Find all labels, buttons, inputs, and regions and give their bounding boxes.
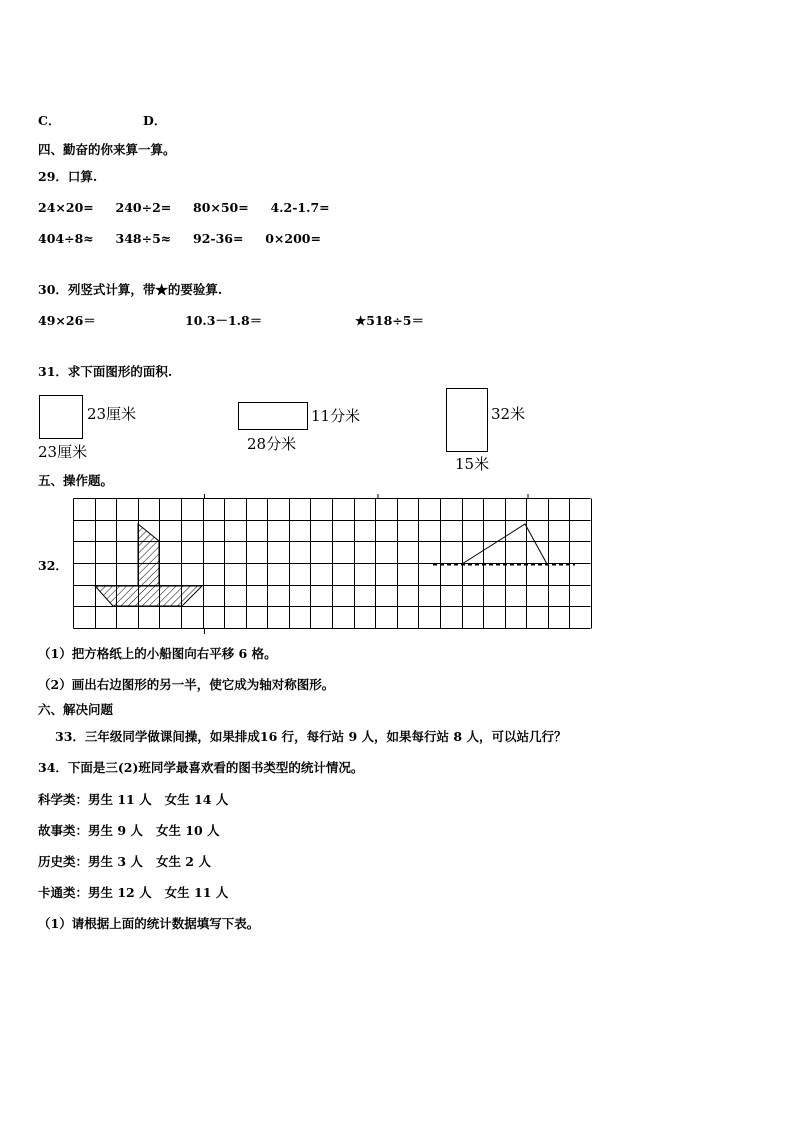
q34-row-cartoon: 卡通类：男生 12 人 女生 11 人	[38, 885, 229, 900]
q34-row-science: 科学类：男生 11 人 女生 14 人	[38, 792, 229, 807]
square-bottom-label: 23厘米	[38, 443, 88, 461]
q30-title: 30．列竖式计算，带★的要验算.	[38, 282, 223, 297]
grid-paper	[73, 498, 591, 632]
section-4-title: 四、勤奋的你来算一算。	[38, 142, 176, 157]
q32-label: 32．	[38, 558, 68, 573]
tall-rectangle-width-label: 15米	[455, 455, 490, 473]
rectangle-length-label: 28分米	[247, 435, 297, 453]
square-shape	[39, 395, 83, 439]
rectangle-shape	[238, 402, 308, 430]
q30-item-1: 49×26＝	[38, 313, 96, 328]
q29-row-1: 24×20= 240÷2= 80×50= 4.2-1.7=	[38, 200, 330, 215]
q31-title: 31．求下面图形的面积.	[38, 364, 173, 379]
option-c: C．	[38, 113, 61, 128]
q30-item-2: 10.3－1.8＝	[185, 313, 263, 328]
q29-row-2: 404÷8≈ 348÷5≈ 92-36= 0×200=	[38, 231, 321, 246]
q32-sub-2: （2）画出右边图形的另一半，使它成为轴对称图形。	[38, 677, 335, 692]
section-6-title: 六、解决问题	[38, 702, 114, 717]
q34-row-story: 故事类：男生 9 人 女生 10 人	[38, 823, 220, 838]
q32-sub-1: （1）把方格纸上的小船图向右平移 6 格。	[38, 646, 277, 661]
rectangle-width-label: 11分米	[311, 407, 361, 425]
option-d: D．	[143, 113, 167, 128]
q34-title: 34．下面是三(2)班同学最喜欢看的图书类型的统计情况。	[38, 760, 364, 775]
boat-hull	[95, 586, 202, 606]
q29-title: 29．口算.	[38, 169, 98, 184]
square-side-label: 23厘米	[87, 405, 137, 423]
q34-sub-1: （1）请根据上面的统计数据填写下表。	[38, 916, 260, 931]
tall-rectangle-length-label: 32米	[491, 405, 526, 423]
symmetric-half-figure	[462, 524, 547, 564]
tall-rectangle-shape	[446, 388, 488, 452]
q34-row-history: 历史类：男生 3 人 女生 2 人	[38, 854, 211, 869]
boat-sail	[138, 524, 159, 586]
q30-item-3: ★518÷5＝	[355, 313, 424, 328]
q33-text: 33．三年级同学做课间操，如果排成16 行，每行站 9 人，如果每行站 8 人，可以站几行？	[55, 729, 567, 744]
section-5-title: 五、操作题。	[38, 473, 114, 488]
